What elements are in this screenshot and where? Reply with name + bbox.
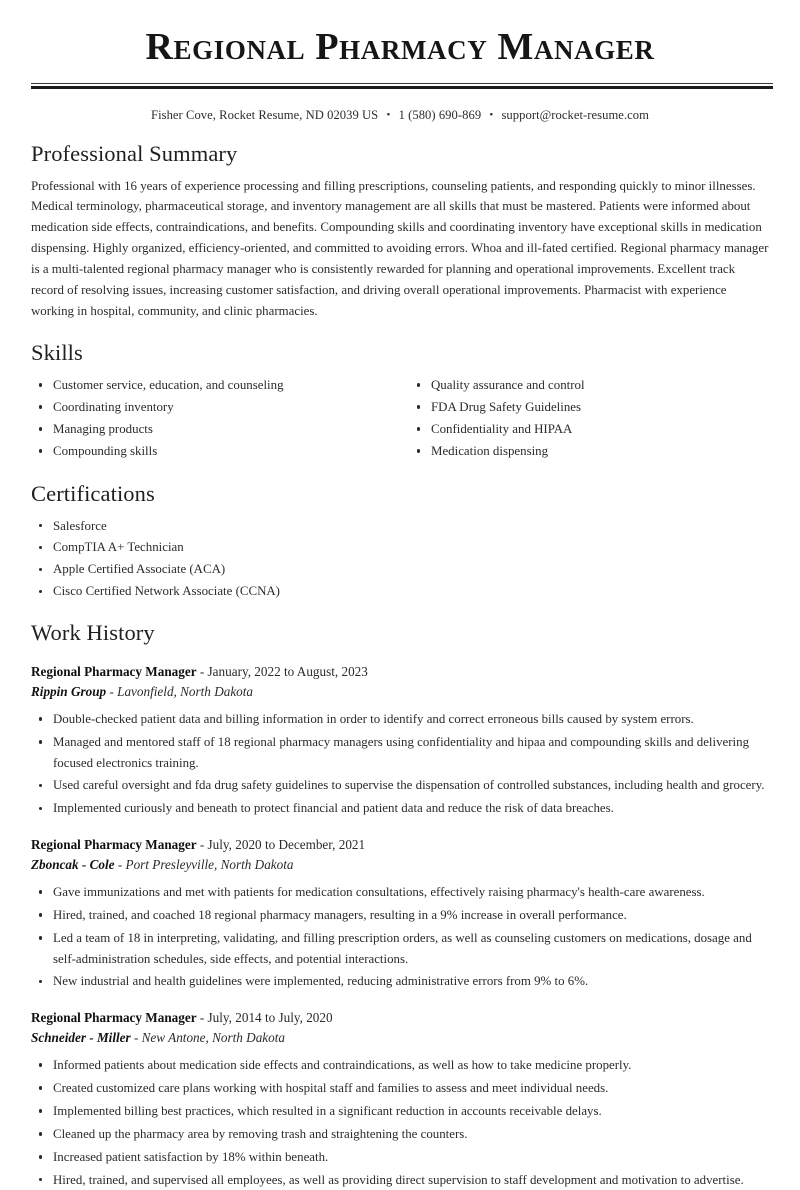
job-title-separator: - [196, 1010, 208, 1026]
list-item: CompTIA A+ Technician [31, 537, 769, 558]
job-dates: July, 2020 to December, 2021 [207, 837, 366, 853]
job-company-line [31, 682, 769, 702]
list-item: Compounding skills [31, 441, 400, 462]
job-company-separator: - [130, 1030, 142, 1046]
job-dates: July, 2014 to July, 2020 [207, 1010, 333, 1026]
skills-columns [31, 375, 769, 463]
list-item: Hired, trained, and supervised all employees, as well as providing direct supervision to staff development and motivation to advertise. [31, 1170, 769, 1190]
skills-list-right [409, 375, 769, 462]
certifications-list [31, 516, 769, 603]
professional-summary-text: Professional with 16 years of experience processing and filling prescriptions, counseling patients, and responding quickly to minor illnesses. Medical terminology, pharmaceutical storage, and inventory management are all skills that must be mastered. Patients were informed about medication side effects, contraindications, and benefits. Compounding skills and coordinating inventory have exceptional skills in medication dispensing. Highly organized, efficiency-oriented, and committed to avoiding errors. Whoa and ill-fated certified. Regional pharmacy manager is a multi-talented regional pharmacy manager who is consistently rewarded for planning and operational improvements. Excellent track record of resolving issues, increasing customer satisfaction, and driving overall operational improvements. Pharmacist with experience working in hospital, community, and clinic pharmacies. [31, 178, 769, 318]
contact-separator-1: • [386, 108, 391, 121]
list-item: Used careful oversight and fda drug safety guidelines to supervise the dispensation of controlled substances, including health and grocery. [31, 775, 769, 796]
header-divider [31, 83, 769, 89]
skills-column-right [400, 375, 769, 463]
work-history-entry [31, 662, 769, 819]
list-item: Led a team of 18 in interpreting, validating, and filling prescription orders, as well as counseling customers on medications, dosage and self-administration schedules, side effects, and potential interactions. [31, 928, 769, 970]
job-dates: January, 2022 to August, 2023 [207, 664, 368, 680]
list-item: Informed patients about medication side effects and contraindications, as well as how to take medicine properly. [31, 1055, 769, 1076]
list-item: Increased patient satisfaction by 18% within beneath. [31, 1147, 769, 1168]
job-company: Schneider - Miller [31, 1030, 131, 1046]
skills-column-left [31, 375, 400, 463]
section-certifications [31, 480, 769, 603]
contact-email: support@rocket-resume.com [501, 107, 649, 122]
job-company: Rippin Group [31, 683, 107, 699]
list-item: Apple Certified Associate (ACA) [31, 559, 769, 580]
list-item: Gave immunizations and met with patients for medication consultations, effectively raising pharmacy's health-care awareness. [31, 882, 769, 903]
page-title: Regional Pharmacy Manager [145, 26, 655, 68]
job-title-line [31, 835, 769, 855]
resume-header [31, 0, 769, 123]
contact-separator-2: • [489, 108, 494, 121]
section-work-history [31, 619, 769, 1190]
job-company-line [31, 855, 769, 875]
list-item: FDA Drug Safety Guidelines [409, 397, 769, 418]
list-item: Managed and mentored staff of 18 regional pharmacy managers using confidentiality and hipaa and compounding skills and delivering focused electronics training. [31, 732, 769, 774]
job-title: Regional Pharmacy Manager [31, 1010, 197, 1026]
job-company-separator: - [106, 683, 118, 699]
list-item: Managing products [31, 419, 400, 440]
skills-list-left [31, 375, 400, 462]
job-title-line [31, 1008, 769, 1028]
list-item: New industrial and health guidelines were implemented, reducing administrative errors from 9% to 6%. [31, 971, 769, 992]
contact-phone: 1 (580) 690-869 [398, 107, 482, 122]
list-item: Medication dispensing [409, 441, 769, 462]
list-item: Created customized care plans working with hospital staff and families to assess and meet individual needs. [31, 1078, 769, 1099]
job-title: Regional Pharmacy Manager [31, 664, 197, 680]
job-company-line [31, 1028, 769, 1048]
job-bullets [31, 709, 769, 820]
job-title-separator: - [196, 664, 208, 680]
section-title-professional-summary: Professional Summary [31, 140, 238, 166]
list-item: Cleaned up the pharmacy area by removing trash and straightening the counters. [31, 1124, 769, 1145]
divider-thick-line [31, 86, 773, 89]
list-item: Coordinating inventory [31, 397, 400, 418]
list-item: Cisco Certified Network Associate (CCNA) [31, 581, 769, 602]
list-item: Implemented curiously and beneath to protect financial and patient data and reduce the risk of data breaches. [31, 798, 769, 819]
work-history-entry [31, 835, 769, 992]
job-company-separator: - [114, 857, 126, 873]
contact-line [31, 108, 769, 123]
list-item: Customer service, education, and counseling [31, 375, 400, 396]
list-item: Implemented billing best practices, which resulted in a significant reduction in accounts receivable delays. [31, 1101, 769, 1122]
list-item: Salesforce [31, 516, 769, 537]
job-title-line [31, 662, 769, 682]
work-history-entry [31, 1008, 769, 1190]
section-title-certifications: Certifications [31, 480, 155, 506]
list-item: Quality assurance and control [409, 375, 769, 396]
list-item: Double-checked patient data and billing information in order to identify and correct erroneous bills caused by system errors. [31, 709, 769, 730]
job-location: Port Presleyville, North Dakota [125, 857, 294, 873]
job-location: Lavonfield, North Dakota [117, 683, 254, 699]
contact-address: Fisher Cove, Rocket Resume, ND 02039 US [151, 107, 379, 122]
section-title-skills: Skills [31, 339, 83, 365]
section-professional-summary [31, 140, 769, 322]
list-item: Confidentiality and HIPAA [409, 419, 769, 440]
job-bullets [31, 882, 769, 993]
job-location: New Antone, North Dakota [141, 1030, 285, 1046]
section-title-work-history: Work History [31, 620, 155, 646]
job-title-separator: - [196, 837, 208, 853]
job-bullets [31, 1055, 769, 1190]
job-title: Regional Pharmacy Manager [31, 837, 197, 853]
job-company: Zboncak - Cole [31, 857, 115, 873]
section-skills [31, 339, 769, 463]
list-item: Hired, trained, and coached 18 regional pharmacy managers, resulting in a 9% increase in overall performance. [31, 905, 769, 926]
